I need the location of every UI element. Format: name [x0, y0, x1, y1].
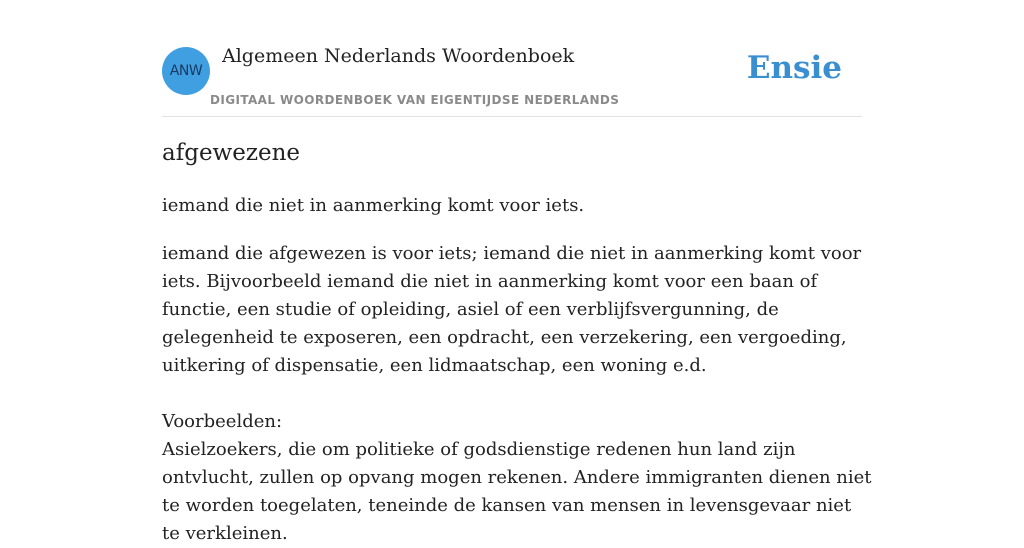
- short-definition: iemand die niet in aanmerking komt voor iets.: [162, 195, 585, 216]
- full-definition-block: [162, 240, 872, 548]
- example-text: Asielzoekers, die om politieke of godsdienstige redenen hun land zijn ontvlucht, zullen op opvang mogen rekenen. Andere immigranten dienen niet te worden toegelaten, teneinde de kansen van mensen in levensgevaar niet te verkleinen.: [162, 439, 872, 544]
- site-subtitle: DIGITAAL WOORDENBOEK VAN EIGENTIJDSE NEDERLANDS: [210, 93, 620, 107]
- examples-label: Voorbeelden:: [162, 411, 283, 432]
- page: [162, 0, 872, 544]
- site-title[interactable]: Algemeen Nederlands Woordenboek: [222, 45, 575, 67]
- entry-headword: afgewezene: [162, 140, 301, 166]
- site-header: [162, 0, 862, 117]
- full-definition: iemand die afgewezen is voor iets; iemand die niet in aanmerking komt voor iets. Bijvoorbeeld iemand die niet in aanmerking komt voor een baan of functie, een studie of opleiding, asiel of een verblijfsvergunning, de gelegenheid te exposeren, een opdracht, een verzekering, een vergoeding, uitkering of dispensatie, een lidmaatschap, een woning e.d.: [162, 243, 862, 376]
- ensie-brand-logo[interactable]: Ensie: [746, 50, 842, 86]
- anw-logo[interactable]: ANW: [162, 47, 210, 95]
